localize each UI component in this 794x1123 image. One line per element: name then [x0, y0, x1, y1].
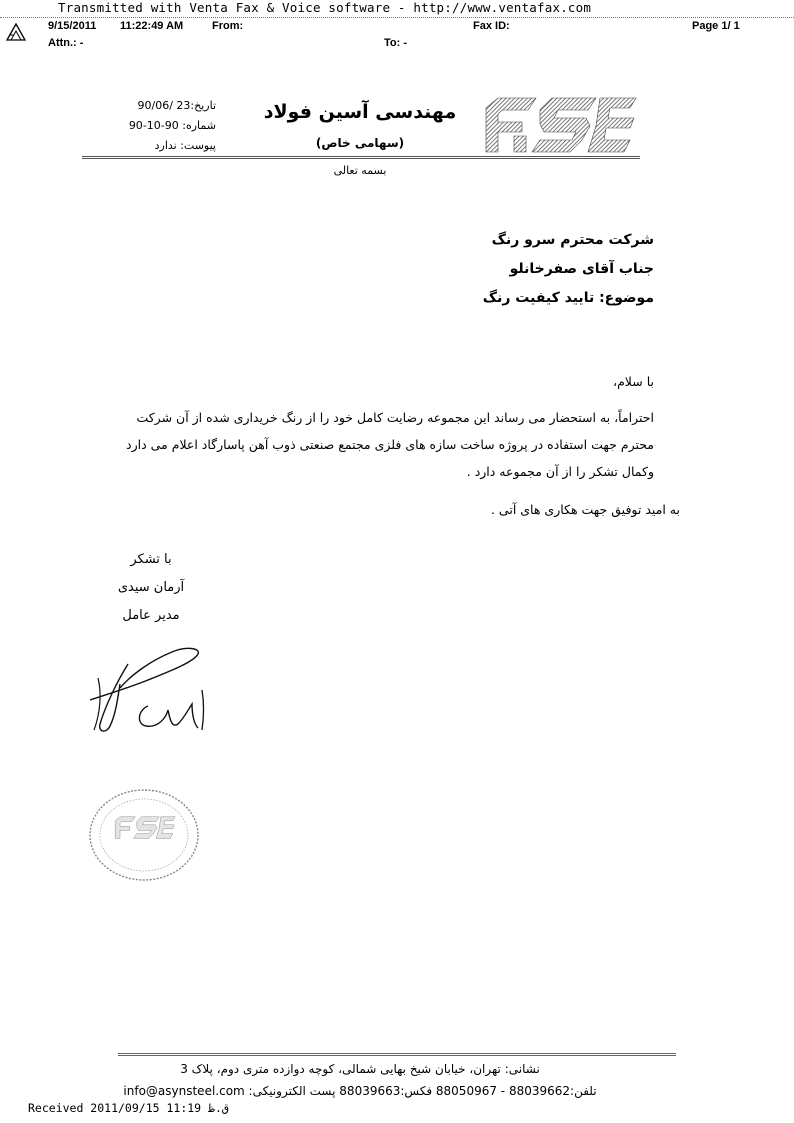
letter-date: تاریخ:23 /90/06 — [137, 99, 216, 112]
footer-contact: تلفن:88039662 - 88050967 فکس:88039663 پست الکترونیکی: info@asynsteel.com — [123, 1084, 597, 1098]
letter-subject: موضوع: تایید کیفیت رنگ — [482, 290, 654, 306]
fax-from-label: From: — [212, 20, 244, 32]
company-stamp — [88, 788, 200, 882]
letter-body — [40, 404, 654, 485]
fax-machine-icon — [5, 22, 27, 42]
body-line-2: محترم جهت استفاده در پروژه ساخت سازه های فلزی مجتمع صنعتی ذوب آهن پاسارگاد اعلام می دارد — [126, 437, 654, 452]
recipient-company: شرکت محترم سرو رنگ — [491, 232, 654, 248]
body-line-3: وکمال تشکر را از آن مجموعه دارد . — [466, 464, 654, 479]
fax-to: To: - — [384, 37, 408, 49]
signatory-title: مدیر عامل — [122, 608, 180, 623]
fax-attn: Attn.: - — [48, 37, 84, 49]
fax-page-number: Page 1/ 1 — [692, 20, 740, 32]
handwritten-signature — [88, 644, 212, 736]
recipient-block — [360, 226, 654, 313]
closing-line: به امید توفیق جهت هکاری های آتی . — [490, 502, 680, 517]
letter-number: شماره: 90-10-90 — [128, 119, 216, 132]
company-type: (سهامی خاص) — [315, 136, 405, 150]
signature-block — [96, 546, 206, 630]
body-line-1: احتراماً، به استحضار می رساند این مجموعه رضایت کامل خود را از رنگ خریداری شده از آن شرکت — [136, 410, 654, 425]
seal-icon — [88, 788, 200, 882]
signatory-name: آرمان سیدی — [117, 580, 185, 595]
received-stamp: Received 2011/09/15 11:19 ق.ظ — [28, 1101, 229, 1115]
signature-thanks: با تشکر — [130, 552, 172, 567]
fax-date: 9/15/2011 — [48, 20, 97, 32]
fax-id-label: Fax ID: — [473, 20, 510, 32]
footer-rule — [118, 1053, 676, 1056]
fax-transmission-banner: Transmitted with Venta Fax & Voice software - http://www.ventafax.com — [58, 0, 592, 15]
company-logo — [478, 96, 638, 154]
footer-address: نشانی: تهران، خیابان شیخ بهایی شمالی، کوچه دوازده متری دوم، پلاک 3 — [180, 1062, 540, 1076]
company-name: مهندسی آسین فولاد — [263, 101, 457, 123]
recipient-person: جناب آقای صفرخانلو — [509, 261, 654, 277]
letterhead-rule — [82, 156, 640, 159]
letter-attachment: پیوست: ندارد — [154, 139, 216, 152]
ase-logo-icon — [478, 96, 638, 154]
greeting: با سلام، — [613, 374, 654, 389]
basmala: بسمه تعالی — [333, 164, 387, 177]
fax-header — [0, 18, 794, 58]
letter-meta — [100, 96, 216, 156]
fax-time: 11:22:49 AM — [120, 20, 184, 32]
